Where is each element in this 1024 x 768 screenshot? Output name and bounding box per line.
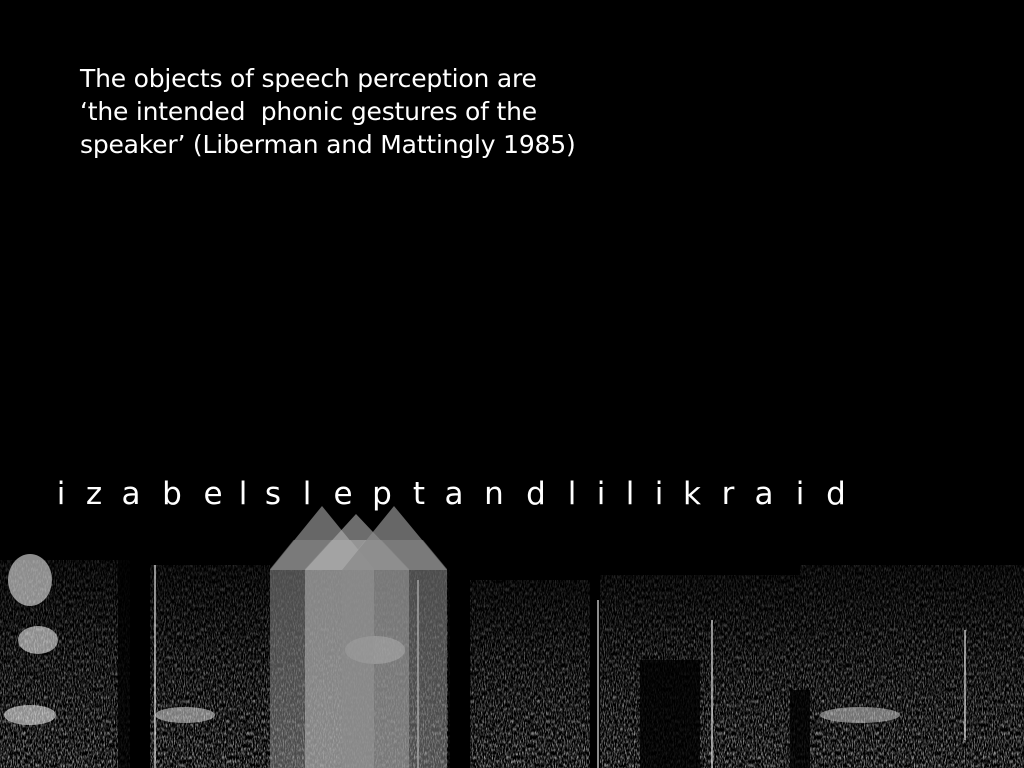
segment-17: l <box>625 476 635 512</box>
segment-21: a <box>754 476 774 512</box>
segment-11: t <box>412 476 426 512</box>
segment-3: a <box>121 476 141 512</box>
gesture-p <box>342 540 447 768</box>
segment-13: n <box>484 476 504 512</box>
segment-1: i <box>56 476 66 512</box>
segment-8: l <box>302 476 312 512</box>
spectrogram-energy <box>0 560 1024 768</box>
segment-15: l <box>567 476 577 512</box>
segment-2: z <box>85 476 103 512</box>
segment-9: e <box>333 476 353 512</box>
gesture-peaks <box>0 500 1024 570</box>
quote-line-3: speaker’ (Liberman and Mattingly 1985) <box>80 130 576 159</box>
segment-10: p <box>372 476 392 512</box>
segment-18: i <box>654 476 664 512</box>
segment-16: i <box>596 476 606 512</box>
segment-19: k <box>683 476 701 512</box>
quote-line-1: The objects of speech perception are <box>80 64 537 93</box>
segment-7: s <box>264 476 282 512</box>
spectrogram <box>0 540 1024 768</box>
gesture-overlay <box>270 540 447 768</box>
segment-6: l <box>238 476 248 512</box>
quote-line-2: ‘the intended phonic gestures of the <box>80 97 537 126</box>
segment-5: e <box>203 476 223 512</box>
segment-14: d <box>526 476 546 512</box>
spectrogram-image <box>0 540 1024 768</box>
segment-4: b <box>162 476 182 512</box>
segment-12: a <box>444 476 464 512</box>
segment-23: d <box>826 476 846 512</box>
segment-22: i <box>795 476 805 512</box>
segment-20: r <box>721 476 735 512</box>
quote-text <box>80 62 680 161</box>
